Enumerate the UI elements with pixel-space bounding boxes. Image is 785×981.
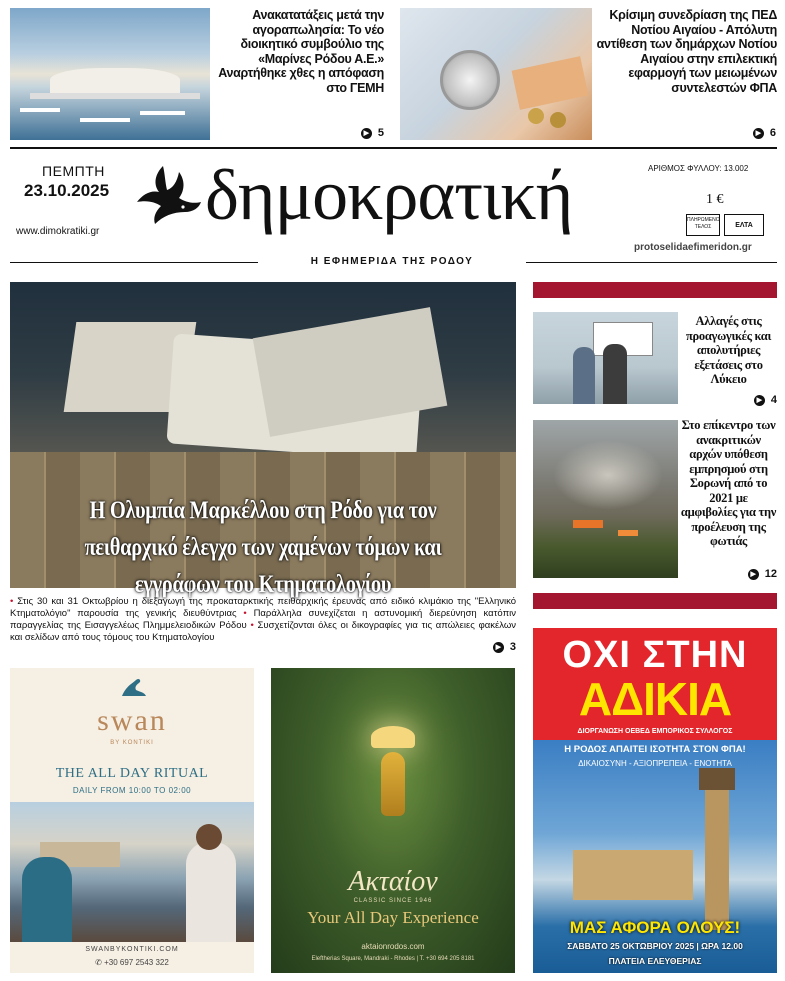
masthead-line-left [10,262,258,263]
page-number: 3 [509,641,516,653]
stopwatch-money-photo [400,8,592,140]
page-number: 6 [769,127,776,139]
newspaper-title: δημοκρατική [205,155,573,235]
website-link[interactable]: www.dimokratiki.gr [16,226,100,237]
protest-photo [533,740,777,973]
lead-body: • Στις 30 και 31 Οκτωβρίου η διεξαγωγή της προκαταρκτικής πειθαρχικής έρευνας από ειδικό κλιμάκιο της "Ελληνικό Κτηματολόγιο" παρουσία της γενικής διευθύντριας • Παράλληλα συνεχίζεται η αστυνομική διερεύνηση κατόπιν παραγγελίας της Εισαγγελέως Πλημμελειοδικών Ρόδου • Συσχετίζονται όλες οι δικογραφίες για τις απώλειες φακέλων και σελίδων από τους τόμους του Κτηματολογίου [10,596,517,643]
elta-logo-icon [724,214,764,236]
side-story-2[interactable]: Στο επίκεντρο των ανακριτικών αρχών υπόθεση εμπρησμού στη Σορωνή από το 2021 με αμφιβολίες για την προέλευση της φωτιάς [680,418,777,548]
top-divider [10,147,777,149]
swan-phone-number: +30 697 2543 322 [104,958,169,967]
swan-logo-icon [116,676,148,702]
protest-values: ΔΙΚΑΙΟΣΥΝΗ - ΑΞΙΟΠΡΕΠΕΙΑ - ΕΝΟΤΗΤΑ [578,759,732,768]
side-story-2-page[interactable] [700,568,777,580]
arrow-icon: ▶ [493,642,504,653]
side-story-1-page[interactable] [700,394,777,406]
swan-brand: swan [97,704,167,737]
lead-page[interactable] [430,641,516,653]
ad-protest[interactable] [533,628,777,973]
protest-line1: ΟΧΙ ΣΤΗΝ [562,634,748,676]
exam-photo [533,312,678,404]
protest-concern: ΜΑΣ ΑΦΟΡΑ ΟΛΟΥΣ! [569,918,741,937]
arrow-icon: ▶ [361,128,372,139]
aktaion-web: aktaionrodos.com [361,942,425,951]
day-label: ΠΕΜΠΤΗ [42,163,105,179]
stamp-box [686,214,720,236]
arrow-icon: ▶ [754,395,765,406]
page-number: 5 [377,127,384,139]
tagline: Η ΕΦΗΜΕΡΙΔΑ ΤΗΣ ΡΟΔΟΥ [310,256,474,267]
price-label: 1 € [706,192,724,207]
swan-web: SWANBYKONTIKI.COM [85,946,179,953]
lead-headline[interactable]: Η Ολυμπία Μαρκέλλου στη Ρόδο για τον πειθαρχικό έλεγχο των χαμένων τόμων και εγγράφων του Κτηματολογίου [84,497,442,598]
protest-when: ΣΑΒΒΑΤΟ 25 ΟΚΤΩΒΡΙΟΥ 2025 | ΩΡΑ 12.00 [567,941,743,951]
swan-photo [10,802,254,942]
protest-demand: Η ΡΟΔΟΣ ΑΠΑΙΤΕΙ ΙΣΟΤΗΤΑ ΣΤΟΝ ΦΠΑ! [564,744,746,755]
bird-logo-icon [133,160,203,228]
source-site[interactable]: protoselidaefimeridon.gr [634,242,752,253]
aktaion-brand: Ακταίον [348,866,438,897]
teaser-right-text[interactable]: Κρίσιμη συνεδρίαση της ΠΕΔ Νοτίου Αιγαίου - Απόλυτη αντίθεση των δημάρχων Νοτίου Αιγαίου στην επιλεκτική εφαρμογή των μειωμένων συντελεστών ΦΠΑ [596,8,777,95]
masthead-line-right [526,262,777,263]
swan-headline: THE ALL DAY RITUAL [55,766,209,781]
parrot-lamp-icon [381,752,405,816]
swan-phone [10,958,254,967]
swan-sub: BY KONTIKI [110,740,154,746]
teaser-left-text[interactable]: Ανακατατάξεις μετά την αγοραπωλησία: Το νέο διοικητικό συμβούλιο της «Μαρίνες Ρόδου Α.Ε.» Αναρτήθηκε χθες η απόφαση στο ΓΕΜΗ [218,8,384,95]
lamp-shade [371,726,415,748]
phone-icon: ✆ [95,958,102,967]
protest-line2: ΑΔΙΚΙΑ [578,673,732,725]
protest-where: ΠΛΑΤΕΙΑ ΕΛΕΥΘΕΡΙΑΣ [608,956,702,966]
issue-number: ΑΡΙΘΜΟΣ ΦΥΛΛΟΥ: 13.002 [648,164,749,173]
lead-body-para-1: Στις 30 και 31 Οκτωβρίου η διεξαγωγή της προκαταρκτικής πειθαρχικής έρευνας από ειδικό κλιμάκιο της "Ελληνικό Κτηματολόγιο" παρουσία της γενικής διευθύντριας [10,596,517,619]
side-story-1[interactable]: Αλλαγές στις προαγωγικές και απολυτήριες εξετάσεις στο Λύκειο [685,314,772,386]
lead-body-para-3: Συσχετίζονται όλες οι δικογραφίες για τις απώλειες φακέλων και σελίδων από τους τόμους του Κτηματολογίου [10,620,517,643]
aktaion-since: CLASSIC SINCE 1946 [353,898,433,904]
swan-hours: DAILY FROM 10:00 TO 02:00 [72,786,192,795]
stamp-text: ΠΛΗΡΩΜΕΝΟ ΤΕΛΟΣ [687,217,720,230]
side-mid-bar [533,593,777,609]
lead-body-para-2: Παράλληλα συνεχίζεται η αστυνομική διερεύνηση κατόπιν παραγγελίας της Εισαγγελέως Πλημμελειοδικών Ρόδου [10,608,516,631]
marina-photo [10,8,210,140]
arrow-icon: ▶ [748,569,759,580]
side-top-bar [533,282,777,298]
aktaion-slogan: Your All Day Experience [307,908,479,927]
arrow-icon: ▶ [753,128,764,139]
ad-swan[interactable] [10,668,254,973]
page-number: 4 [770,394,777,406]
page-number: 12 [764,568,777,580]
teaser-left-page[interactable] [300,127,384,139]
fire-photo [533,420,678,578]
teaser-right-page[interactable] [690,127,776,139]
aktaion-address: Eleftherias Square, Mandraki - Rhodes | T. +30 694 205 8181 [311,956,475,962]
protest-org: ΔΙΟΡΓΑΝΩΣΗ ΟΕΒΕΔ ΕΜΠΟΡΙΚΟΣ ΣΥΛΛΟΓΟΣ [577,728,733,735]
ad-aktaion[interactable] [271,668,515,973]
date-label: 23.10.2025 [24,181,110,200]
elta-text: ΕΛΤΑ [735,222,753,229]
